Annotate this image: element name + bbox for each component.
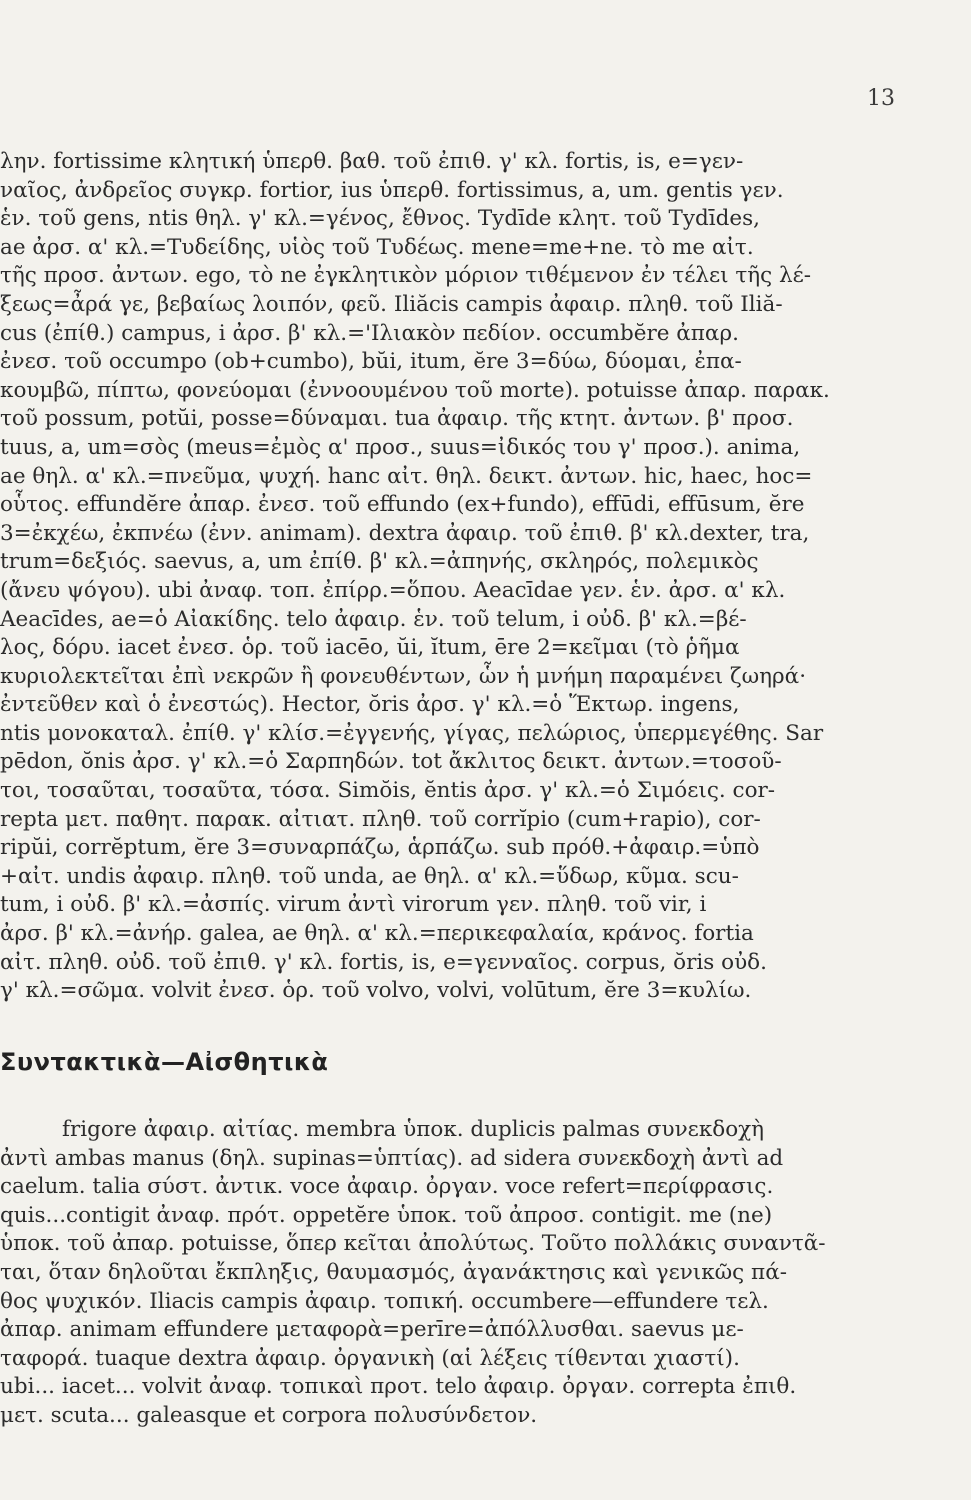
text-line: ἐνεσ. τοῦ occumpo (ob+cumbo), bŭi, itum, ĕre 3=δύω, δύομαι, ἐπα- [0,349,742,375]
text-line: tuus, a, um=σὸς (meus=ἐμὸς α' προσ., suus=ἰδικός του γ' προσ.). anima, [0,434,801,460]
text-line: frigore ἀφαιρ. αἰτίας. membra ὑποκ. duplicis palmas συνεκδοχὴ [62,1117,765,1142]
text-line: ταφορά. tuaque dextra ἀφαιρ. ὀργανικὴ (αἱ λέξεις τίθενται χιαστί). [0,1345,740,1371]
page-number: 13 [867,86,895,111]
text-line: τοι, τοσαῦται, τοσαῦτα, τόσα. Simŏis, ĕntis ἀρσ. γ' κλ.=ὁ Σιμόεις. cor- [0,778,776,804]
text-line: λην. fortissime κλητική ὑπερθ. βαθ. τοῦ ἐπιθ. γ' κλ. fortis, is, e=γεν- [0,149,744,174]
text-line: ae θηλ. α' κλ.=πνεῦμα, ψυχή. hanc αἰτ. θηλ. δεικτ. ἀντων. hic, haec, hoc= [0,463,813,489]
text-line: κυριολεκτεῖται ἐπὶ νεκρῶν ἢ φονευθέντων, ὧν ἡ μνήμη παραμένει ζωηρά· [0,663,807,689]
text-line: ubi... iacet... volvit ἀναφ. τοπικαὶ προτ. telo ἀφαιρ. ὀργαν. correpta ἐπιθ. [0,1374,797,1400]
text-line: τῆς προσ. ἀντων. ego, τὸ ne ἐγκλητικὸν μόριον τιθέμενον ἐν τέλει τῆς λέ- [0,263,812,289]
text-line: λος, δόρυ. iacet ἐνεσ. ὁρ. τοῦ iacēo, ŭi, ĭtum, ēre 2=κεῖμαι (τὸ ῥῆμα [0,635,740,661]
text-line: τοῦ possum, potŭi, posse=δύναμαι. tua ἀφαιρ. τῆς κτητ. ἀντων. β' προσ. [0,406,794,432]
text-line: ripŭi, corrĕptum, ĕre 3=συναρπάζω, ἁρπάζω. sub πρόθ.+ἀφαιρ.=ὑπὸ [0,835,760,861]
text-line: ται, ὅταν δηλοῦται ἔκπληξις, θαυμασμός, ἀγανάκτησις καὶ γενικῶς πά- [0,1259,787,1285]
text-line: ἐντεῦθεν καὶ ὁ ἐνεστώς). Hector, ŏris ἀρσ. γ' κλ.=ὁ Ἕκτωρ. ingens, [0,692,740,718]
text-line: αἰτ. πληθ. οὐδ. τοῦ ἐπιθ. γ' κλ. fortis, is, e=γενναῖος. corpus, ŏris οὐδ. [0,949,767,975]
text-line: ae ἀρσ. α' κλ.=Τυδείδης, υἱὸς τοῦ Τυδέως. mene=me+ne. τὸ me αἰτ. [0,234,754,260]
text-line: 3=ἐκχέω, ἐκπνέω (ἐνν. animam). dextra ἀφαιρ. τοῦ ἐπιθ. β' κλ.dexter, tra, [0,520,810,546]
text-line: ἀντὶ ambas manus (δηλ. supinas=ὑπτίας). ad sidera συνεκδοχὴ ἀντὶ ad [0,1145,784,1171]
text-line: Aeacīdes, ae=ὁ Αἰακίδης. telo ἀφαιρ. ἑν. τοῦ telum, i οὐδ. β' κλ.=βέ- [0,606,747,632]
text-line: μετ. scuta... galeasque et corpora πολυσύνδετον. [0,1402,538,1428]
text-line: ἀπαρ. animam effundere μεταφορὰ=perīre=ἀπόλλυσθαι. saevus με- [0,1317,744,1343]
vocabulary-notes [0,148,910,1006]
text-line: quis...contigit ἀναφ. πρότ. oppetĕre ὑποκ. τοῦ ἀπροσ. contigit. me (ne) [0,1202,773,1228]
text-line: θος ψυχικόν. Iliacis campis ἀφαιρ. τοπική. occumbere—effundere τελ. [0,1288,769,1314]
text-line: repta μετ. παθητ. παρακ. αἰτιατ. πληθ. τοῦ corrĭpio (cum+rapio), cor- [0,806,761,832]
text-line: caelum. talia σύστ. ἀντικ. voce ἀφαιρ. ὀργαν. voce refert=περίφρασις. [0,1174,774,1200]
text-line: οὗτος. effundĕre ἀπαρ. ἐνεσ. τοῦ effundo (ex+fundo), effūdi, effūsum, ĕre [0,492,805,518]
text-line: ὑποκ. τοῦ ἀπαρ. potuisse, ὅπερ κεῖται ἀπολύτως. Τοῦτο πολλάκις συναντᾶ- [0,1231,826,1257]
text-line: +αἰτ. undis ἀφαιρ. πληθ. τοῦ unda, ae θηλ. α' κλ.=ὕδωρ, κῦμα. scu- [0,863,739,889]
text-line: trum=δεξιός. saevus, a, um ἐπίθ. β' κλ.=ἀπηνής, σκληρός, πολεμικὸς [0,549,759,575]
syntax-notes [0,1116,910,1431]
text-line: ξεως=ἆρά γε, βεβαίως λοιπόν, φεῦ. Iliăcis campis ἀφαιρ. πληθ. τοῦ Iliă- [0,291,783,317]
text-line: γ' κλ.=σῶμα. volvit ἐνεσ. ὁρ. τοῦ volvo, volvi, volūtum, ĕre 3=κυλίω. [0,978,752,1004]
text-line: ναῖος, ἀνδρεῖος συγκρ. fortior, ius ὑπερθ. fortissimus, a, um. gentis γεν. [0,177,784,203]
text-line: ἑν. τοῦ gens, ntis θηλ. γ' κλ.=γένος, ἔθνος. Tydīde κλητ. τοῦ Tydīdes, [0,206,761,232]
text-line: pēdon, ŏnis ἀρσ. γ' κλ.=ὁ Σαρπηδών. tot ἄκλιτος δεικτ. ἀντων.=τοσοῦ- [0,749,782,775]
text-line: cus (ἐπίθ.) campus, i ἀρσ. β' κλ.='Ιλιακὸν πεδίον. occumbĕre ἀπαρ. [0,320,739,346]
text-line: (ἄνευ ψόγου). ubi ἀναφ. τοπ. ἐπίρρ.=ὅπου. Aeacīdae γεν. ἑν. ἀρσ. α' κλ. [0,577,786,603]
text-line: κουμβῶ, πίπτω, φονεύομαι (ἐννοουμένου τοῦ morte). potuisse ἀπαρ. παρακ. [0,377,830,403]
text-line: ntis μονοκαταλ. ἐπίθ. γ' κλίσ.=ἐγγενής, γίγας, πελώριος, ὑπερμεγέθης. Sar [0,720,824,746]
section-heading: Συντακτικὰ—Αἰσθητικὰ [0,1048,329,1076]
text-line: ἀρσ. β' κλ.=ἀνήρ. galea, ae θηλ. α' κλ.=περικεφαλαία, κράνος. fortia [0,921,754,947]
text-line: tum, i οὐδ. β' κλ.=ἀσπίς. virum ἀντὶ virorum γεν. πληθ. τοῦ vir, i [0,892,707,918]
